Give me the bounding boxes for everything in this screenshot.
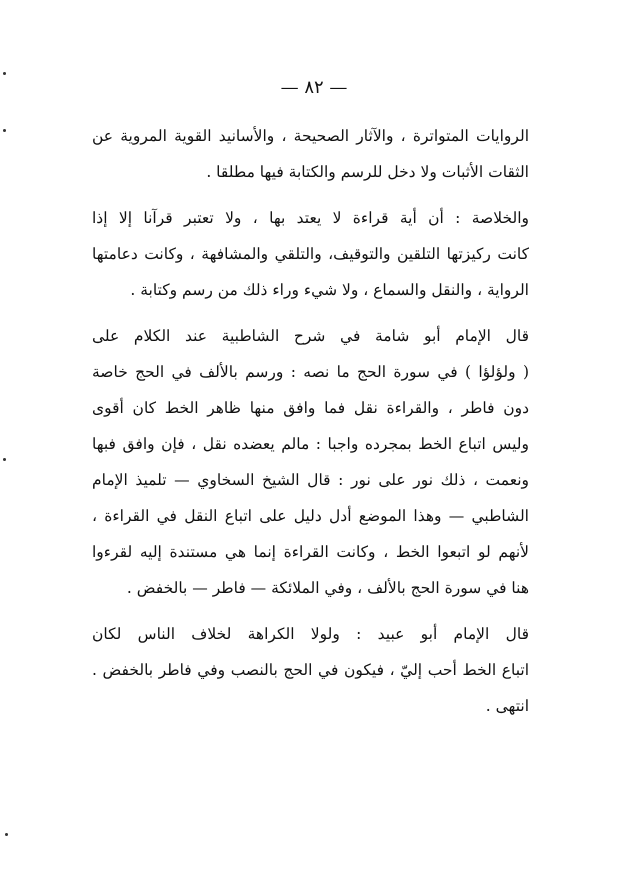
text-line: الرواية ، والنقل والسماع ، ولا شيء وراء ذلك من رسم وكتابة . (130, 281, 529, 299)
text-line: ( ولؤلؤا ) في سورة الحج ما نصه : ورسم بالألف في الحج خاصة (92, 363, 529, 381)
margin-mark (3, 72, 6, 75)
text-body (92, 118, 529, 724)
text-line: وليس اتباع الخط بمجرده واجبا : مالم يعضده نقل ، فإن وافق فبها (92, 435, 529, 453)
text-line: الثقات الأثبات ولا دخل للرسم والكتابة فيها مطلقا . (206, 163, 529, 181)
paragraph-1 (92, 118, 529, 190)
text-line: قال الإمام أبو عبيد : ولولا الكراهة لخلاف الناس لكان (92, 625, 529, 643)
page-number: — ٨٢ — (280, 77, 348, 98)
paragraph-4 (92, 616, 529, 724)
text-line: الروايات المتواترة ، والآثار الصحيحة ، والأسانيد القوية المروية عن (92, 127, 529, 145)
text-line: هنا في سورة الحج بالألف ، وفي الملائكة — فاطر — بالخفض . (126, 579, 529, 597)
margin-mark (3, 129, 6, 132)
text-line: انتهى . (485, 697, 529, 715)
text-line: كانت ركيزتها التلقين والتوقيف، والتلقي والمشافهة ، وكانت دعامتها (92, 245, 529, 263)
text-line: الشاطبي — وهذا الموضع أدل دليل على اتباع النقل في القراءة ، (92, 507, 529, 525)
margin-mark (5, 833, 8, 836)
paragraph-3 (92, 318, 529, 606)
text-line: ونعمت ، ذلك نور على نور : قال الشيخ السخاوي — تلميذ الإمام (92, 471, 529, 489)
text-line: لأنهم لو اتبعوا الخط ، وكانت القراءة إنما هي مستندة إليه لقرءوا (92, 543, 529, 561)
text-line: دون فاطر ، والقراءة نقل فما وافق منها ظاهر الخط كان أقوى (92, 399, 529, 417)
margin-mark (3, 458, 6, 461)
text-line: قال الإمام أبو شامة في شرح الشاطبية عند الكلام على (92, 327, 529, 345)
paragraph-2 (92, 200, 529, 308)
text-line: اتباع الخط أحب إليّ ، فيكون في الحج بالنصب وفي فاطر بالخفض . (92, 661, 529, 679)
text-line: والخلاصة : أن أية قراءة لا يعتد بها ، ولا تعتبر قرآنا إلا إذا (92, 209, 529, 227)
